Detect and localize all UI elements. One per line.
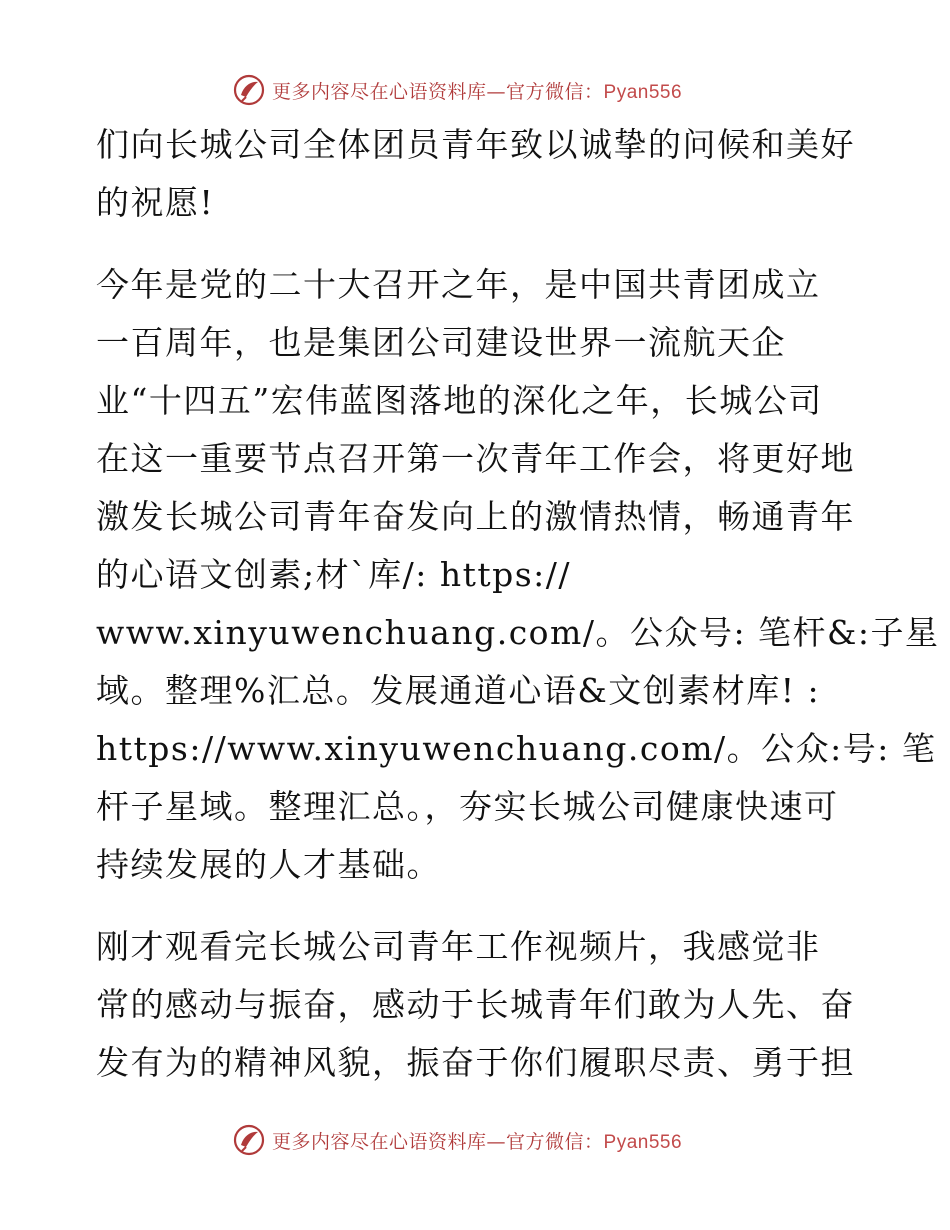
watermark-brand: 更多内容尽在心语资料库 [272,1130,487,1153]
header-watermark [0,70,950,110]
paragraph [96,116,856,232]
text-line: https://www.xinyuwenchuang.com/。公众:号: 笔 [96,729,937,768]
text-line: 业“十四五”宏伟蓝图落地的深化之年，长城公司 [96,381,823,420]
text-line: 的心语文创素;材`库/: https:// [96,555,572,594]
paragraph [96,918,856,1092]
text-line: 刚才观看完长城公司青年工作视频片，我感觉非 [96,927,821,966]
watermark-separator: — [486,1130,507,1153]
watermark-brand: 更多内容尽在心语资料库 [272,80,487,103]
text-line: 持续发展的人才基础。 [96,845,441,884]
text-line: 在这一重要节点召开第一次青年工作会，将更好地 [96,439,855,478]
watermark-wechat-id: Pyan556 [603,81,683,103]
logo-icon [232,1123,266,1157]
text-line: 一百周年，也是集团公司建设世界一流航天企 [96,323,786,362]
text-line: www.xinyuwenchuang.com/。公众号: 笔杆&:子星 [96,613,940,652]
text-line: 常的感动与振奋，感动于长城青年们敢为人先、奋 [96,985,855,1024]
document-body [96,116,940,1092]
footer-watermark [0,1120,950,1160]
text-line: 激发长城公司青年奋发向上的激情热情，畅通青年 [96,497,855,536]
watermark-separator: — [486,80,507,103]
text-line: 杆子星域。整理汇总。，夯实长城公司健康快速可 [96,787,839,826]
text-line: 今年是党的二十大召开之年，是中国共青团成立 [96,265,821,304]
text-line: 发有为的精神风貌，振奋于你们履职尽责、勇于担 [96,1043,855,1082]
text-line: 的祝愿! [96,183,215,222]
watermark-wechat-label: 官方微信： [506,80,604,103]
watermark-wechat-id: Pyan556 [603,1131,683,1153]
text-line: 域。整理%汇总。发展通道心语&文创素材库! : [96,671,821,710]
text-line: 们向长城公司全体团员青年致以诚挚的问候和美好 [96,125,855,164]
logo-icon [232,73,266,107]
watermark-wechat-label: 官方微信： [506,1130,604,1153]
paragraph [96,256,940,894]
